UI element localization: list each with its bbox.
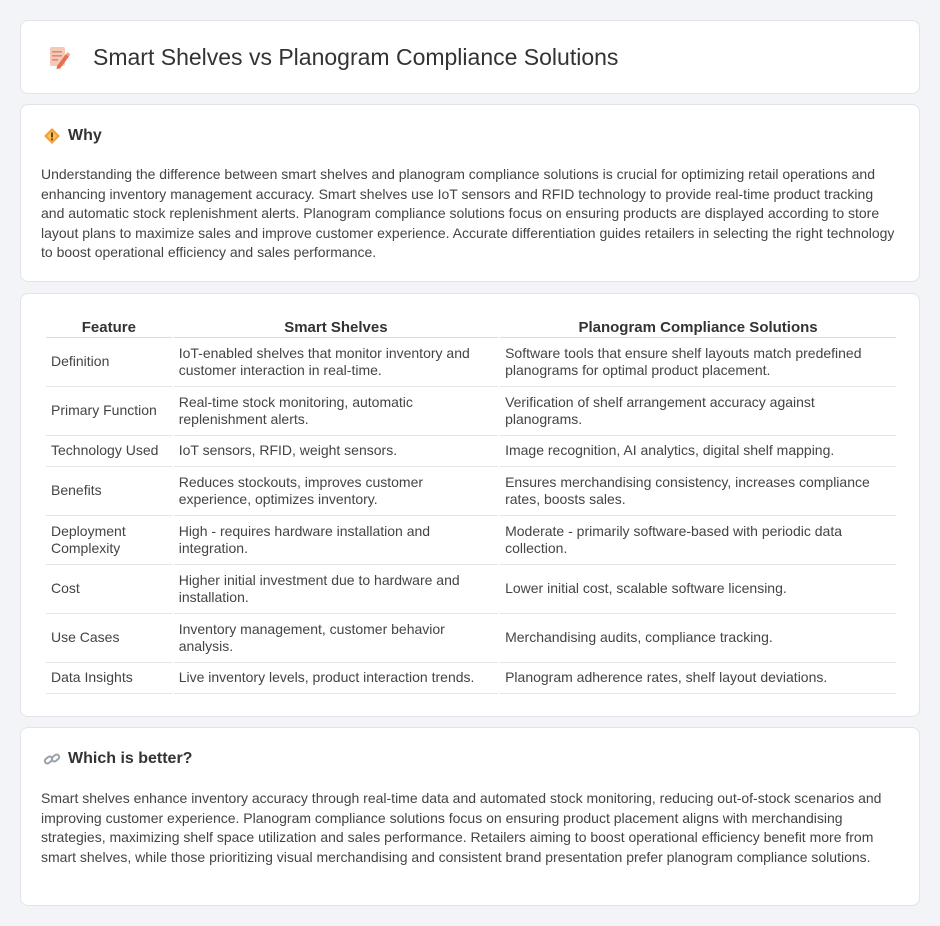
smart-shelves-cell: Higher initial investment due to hardware and installation. [174, 565, 498, 614]
table-row [46, 663, 896, 694]
smart-shelves-cell: Inventory management, customer behavior analysis. [174, 614, 498, 663]
smart-shelves-cell: Live inventory levels, product interaction trends. [174, 663, 498, 694]
why-heading [43, 127, 102, 145]
table-row [46, 516, 896, 565]
comparison-section [20, 293, 920, 717]
planogram-cell: Merchandising audits, compliance tracking. [500, 614, 896, 663]
table-row [46, 467, 896, 516]
feature-cell: Technology Used [46, 436, 172, 467]
smart-shelves-cell: IoT sensors, RFID, weight sensors. [174, 436, 498, 467]
link-icon [43, 750, 61, 768]
header-card [20, 20, 920, 94]
feature-cell: Definition [46, 338, 172, 387]
planogram-cell: Software tools that ensure shelf layouts match predefined planograms for optimal product placement. [500, 338, 896, 387]
document-pencil-icon [45, 43, 73, 71]
why-text: Understanding the difference between smart shelves and planogram compliance solutions is crucial for optimizing retail operations and enhancing inventory management accuracy. Smart shelves use IoT sensors and RFID technology to provide real-time product tracking and automatic stock replenishment alerts. Planogram compliance solutions focus on ensuring products are displayed according to store layout plans to maximize sales and improve customer experience. Accurate differentiation guides retailers in selecting the right technology to boost operational efficiency and sales performance. [41, 166, 895, 261]
table-header-row [46, 313, 896, 338]
smart-shelves-cell: Reduces stockouts, improves customer experience, optimizes inventory. [174, 467, 498, 516]
table-row [46, 387, 896, 436]
better-title: Which is better? [68, 750, 193, 767]
column-header: Planogram Compliance Solutions [500, 313, 896, 338]
table-row [46, 436, 896, 467]
comparison-table [44, 313, 898, 694]
why-section [20, 104, 920, 282]
smart-shelves-cell: IoT-enabled shelves that monitor inventory and customer interaction in real-time. [174, 338, 498, 387]
table-row [46, 338, 896, 387]
table-row [46, 565, 896, 614]
feature-cell: Deployment Complexity [46, 516, 172, 565]
planogram-cell: Lower initial cost, scalable software licensing. [500, 565, 896, 614]
feature-cell: Cost [46, 565, 172, 614]
page-header [45, 43, 618, 71]
smart-shelves-cell: Real-time stock monitoring, automatic replenishment alerts. [174, 387, 498, 436]
planogram-cell: Moderate - primarily software-based with periodic data collection. [500, 516, 896, 565]
column-header: Smart Shelves [174, 313, 498, 338]
feature-cell: Use Cases [46, 614, 172, 663]
planogram-cell: Image recognition, AI analytics, digital shelf mapping. [500, 436, 896, 467]
planogram-cell: Planogram adherence rates, shelf layout deviations. [500, 663, 896, 694]
feature-cell: Data Insights [46, 663, 172, 694]
column-header: Feature [46, 313, 172, 338]
better-text: Smart shelves enhance inventory accuracy through real-time data and automated stock monitoring, reducing out-of-stock scenarios and improving customer experience. Planogram compliance solutions focus on ensuring product placement aligns with merchandising strategies, maximizing shelf space utilization and sales performance. Retailers aiming to boost operational efficiency benefit more from smart shelves, while those prioritizing visual merchandising and consistent brand presentation prefer planogram compliance solutions. [41, 790, 882, 865]
table-row [46, 614, 896, 663]
why-title: Why [68, 127, 102, 144]
planogram-cell: Ensures merchandising consistency, increases compliance rates, boosts sales. [500, 467, 896, 516]
feature-cell: Benefits [46, 467, 172, 516]
page-title: Smart Shelves vs Planogram Compliance Solutions [93, 43, 619, 70]
planogram-cell: Verification of shelf arrangement accuracy against planograms. [500, 387, 896, 436]
smart-shelves-cell: High - requires hardware installation and integration. [174, 516, 498, 565]
diamond-signal-icon [43, 127, 61, 145]
feature-cell: Primary Function [46, 387, 172, 436]
better-heading [43, 750, 192, 768]
which-is-better-section [20, 727, 920, 906]
